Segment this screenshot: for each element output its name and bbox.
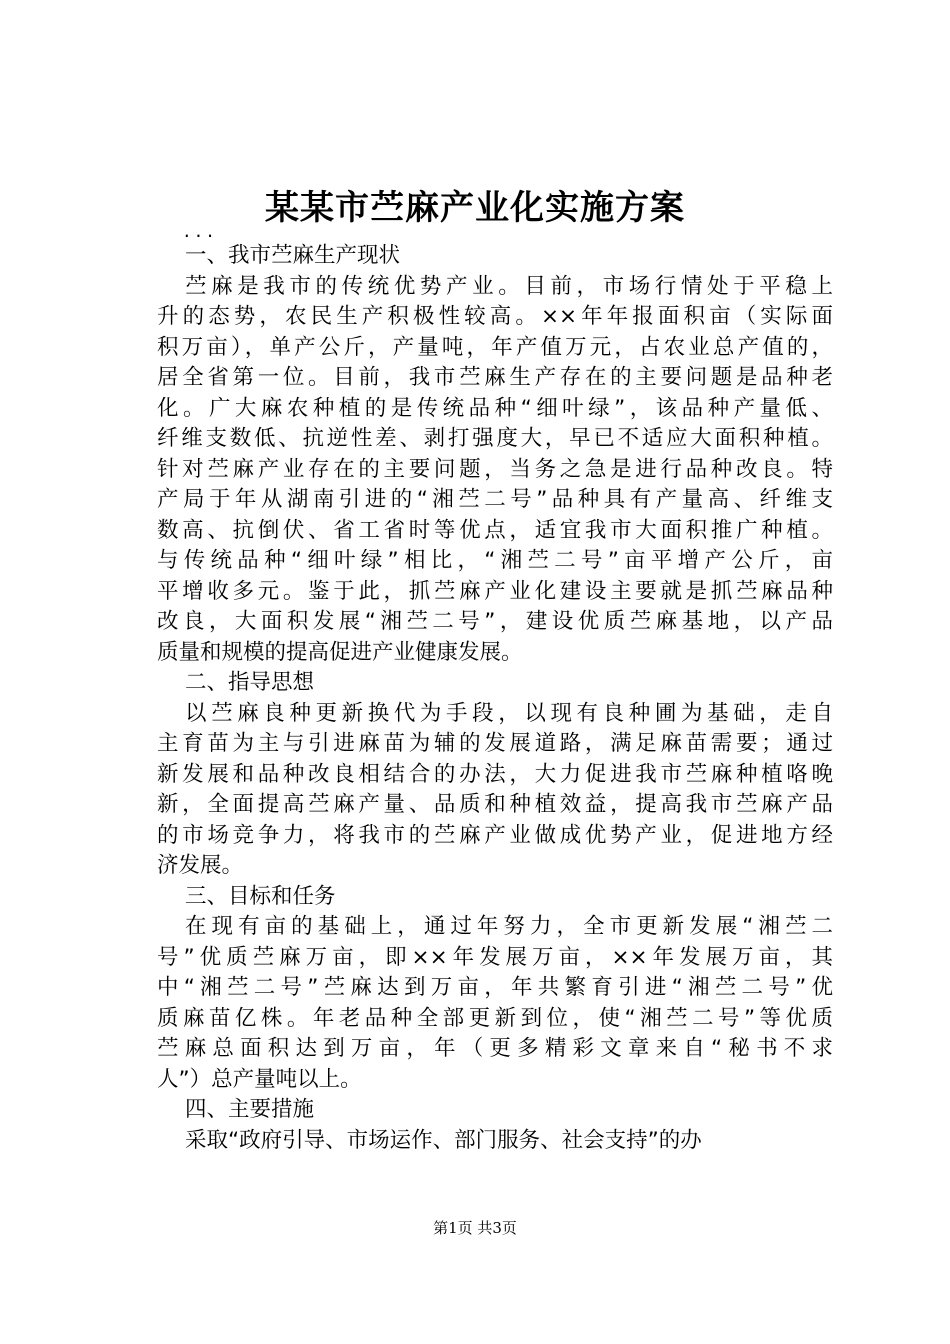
paragraph-line: 升的态势，农民生产积极性较高。××年年报面积亩（实际面: [157, 304, 833, 329]
paragraph-line: 化。广大麻农种植的是传统品种“细叶绿”，该品种产量低、: [157, 395, 833, 421]
paragraph-line: 在现有亩的基础上，通过年努力，全市更新发展“湘苎二: [185, 914, 833, 939]
paragraph-line: 以苎麻良种更新换代为手段，以现有良种圃为基础，走自: [185, 700, 833, 726]
paragraph-line: 济发展。: [157, 853, 244, 878]
paragraph-line: 针对苎麻产业存在的主要问题，当务之急是进行品种改良。特: [157, 456, 833, 482]
paragraph-line: 质量和规模的提高促进产业健康发展。: [157, 639, 523, 665]
paragraph-line: 号”优质苎麻万亩，即××年发展万亩，××年发展万亩，其: [157, 944, 833, 970]
paragraph-line: 数高、抗倒伏、省工省时等优点，适宜我市大面积推广种植。: [157, 517, 833, 543]
paragraph-line: 质麻苗亿株。年老品种全部更新到位，使“湘苎二号”等优质: [157, 1005, 833, 1031]
ellipsis-marker: ...: [182, 222, 217, 241]
paragraph-line: 中“湘苎二号”苎麻达到万亩，年共繁育引进“湘苎二号”优: [157, 975, 833, 1000]
paragraph-line: 产局于年从湖南引进的“湘苎二号”品种具有产量高、纤维支: [157, 487, 833, 512]
section-heading: 四、主要措施: [185, 1097, 315, 1122]
page-footer: 第1页 共3页: [433, 1219, 517, 1237]
paragraph-line: 纤维支数低、抗逆性差、剥打强度大，早已不适应大面积种植。: [157, 426, 833, 451]
paragraph-line: 平增收多元。鉴于此，抓苎麻产业化建设主要就是抓苎麻品种: [157, 578, 833, 604]
document-title: 某某市苎麻产业化实施方案: [265, 188, 685, 228]
paragraph-line: 积万亩），单产公斤，产量吨，年产值万元，占农业总产值的，: [157, 334, 833, 360]
paragraph-line: 新发展和品种改良相结合的办法，大力促进我市苎麻种植咯晚: [157, 761, 833, 787]
paragraph-line: 苎麻是我市的传统优势产业。目前，市场行情处于平稳上: [185, 273, 833, 299]
paragraph-line: 苎麻总面积达到万亩，年（更多精彩文章来自“秘书不求: [157, 1036, 833, 1061]
paragraph-line: 人”）总产量吨以上。: [157, 1066, 362, 1092]
paragraph-line: 新，全面提高苎麻产量、品质和种植效益，提高我市苎麻产品: [157, 792, 833, 817]
paragraph-line: 居全省第一位。目前，我市苎麻生产存在的主要问题是品种老: [157, 365, 833, 390]
section-heading: 二、指导思想: [185, 670, 315, 695]
paragraph-line: 的市场竞争力，将我市的苎麻产业做成优势产业，促进地方经: [157, 822, 833, 848]
section-heading: 一、我市苎麻生产现状: [185, 243, 401, 268]
paragraph-line: 改良，大面积发展“湘苎二号”，建设优质苎麻基地，以产品: [157, 609, 833, 634]
paragraph-line: 与传统品种“细叶绿”相比，“湘苎二号”亩平增产公斤，亩: [157, 548, 833, 573]
section-heading: 三、目标和任务: [185, 883, 336, 909]
paragraph-line: 主育苗为主与引进麻苗为辅的发展道路，满足麻苗需要；通过: [157, 731, 833, 756]
paragraph-line: 采取“政府引导、市场运作、部门服务、社会支持”的办: [185, 1127, 702, 1153]
document-body: [157, 241, 833, 1156]
